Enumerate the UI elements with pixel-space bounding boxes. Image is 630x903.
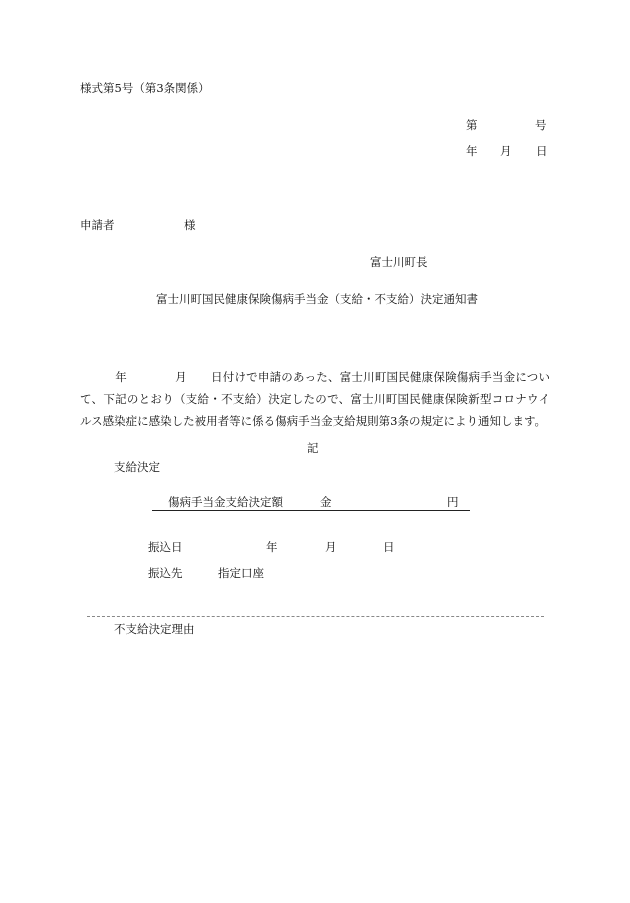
issuer: 富士川町長 bbox=[370, 255, 428, 269]
denial-reason-heading: 不支給決定理由 bbox=[114, 622, 195, 636]
transfer-date-label: 振込日 bbox=[148, 540, 183, 554]
issue-date-year: 年 bbox=[466, 144, 478, 158]
applicant-label: 申請者 bbox=[80, 218, 115, 232]
amount-underline bbox=[152, 510, 470, 511]
issue-date-day: 日 bbox=[536, 144, 548, 158]
document-number-suffix: 号 bbox=[535, 118, 547, 132]
body-year: 年 bbox=[115, 370, 127, 384]
issue-date-month: 月 bbox=[500, 144, 512, 158]
body-month: 月 bbox=[174, 370, 187, 384]
transfer-date-year: 年 bbox=[266, 540, 278, 554]
transfer-to-label: 振込先 bbox=[148, 566, 183, 580]
amount-label: 傷病手当金支給決定額 bbox=[168, 495, 283, 509]
grant-heading: 支給決定 bbox=[114, 460, 160, 474]
applicant-honorific: 様 bbox=[184, 218, 196, 232]
document-title: 富士川町国民健康保険傷病手当金（支給・不支給）決定通知書 bbox=[156, 292, 478, 306]
form-label: 様式第5号（第3条関係） bbox=[80, 81, 210, 95]
amount-suffix: 円 bbox=[447, 495, 459, 509]
document-number-prefix: 第 bbox=[466, 118, 478, 132]
section-divider bbox=[87, 616, 544, 617]
ki-heading: 記 bbox=[307, 441, 319, 455]
body-main-text: 日付けで申請のあった、富士川町国民健康保険傷病手当金について、下記のとおり（支給・不支給）決定したので、富士川町国民健康保険新型コロナウイルス感染症に感染した被用者等に係る傷病手当金支給規則第3条の規定により通知します。 bbox=[80, 370, 551, 428]
amount-prefix: 金 bbox=[320, 495, 332, 509]
transfer-to-value: 指定口座 bbox=[218, 566, 264, 580]
transfer-date-month: 月 bbox=[325, 540, 337, 554]
transfer-date-day: 日 bbox=[383, 540, 395, 554]
notice-body bbox=[80, 366, 550, 432]
